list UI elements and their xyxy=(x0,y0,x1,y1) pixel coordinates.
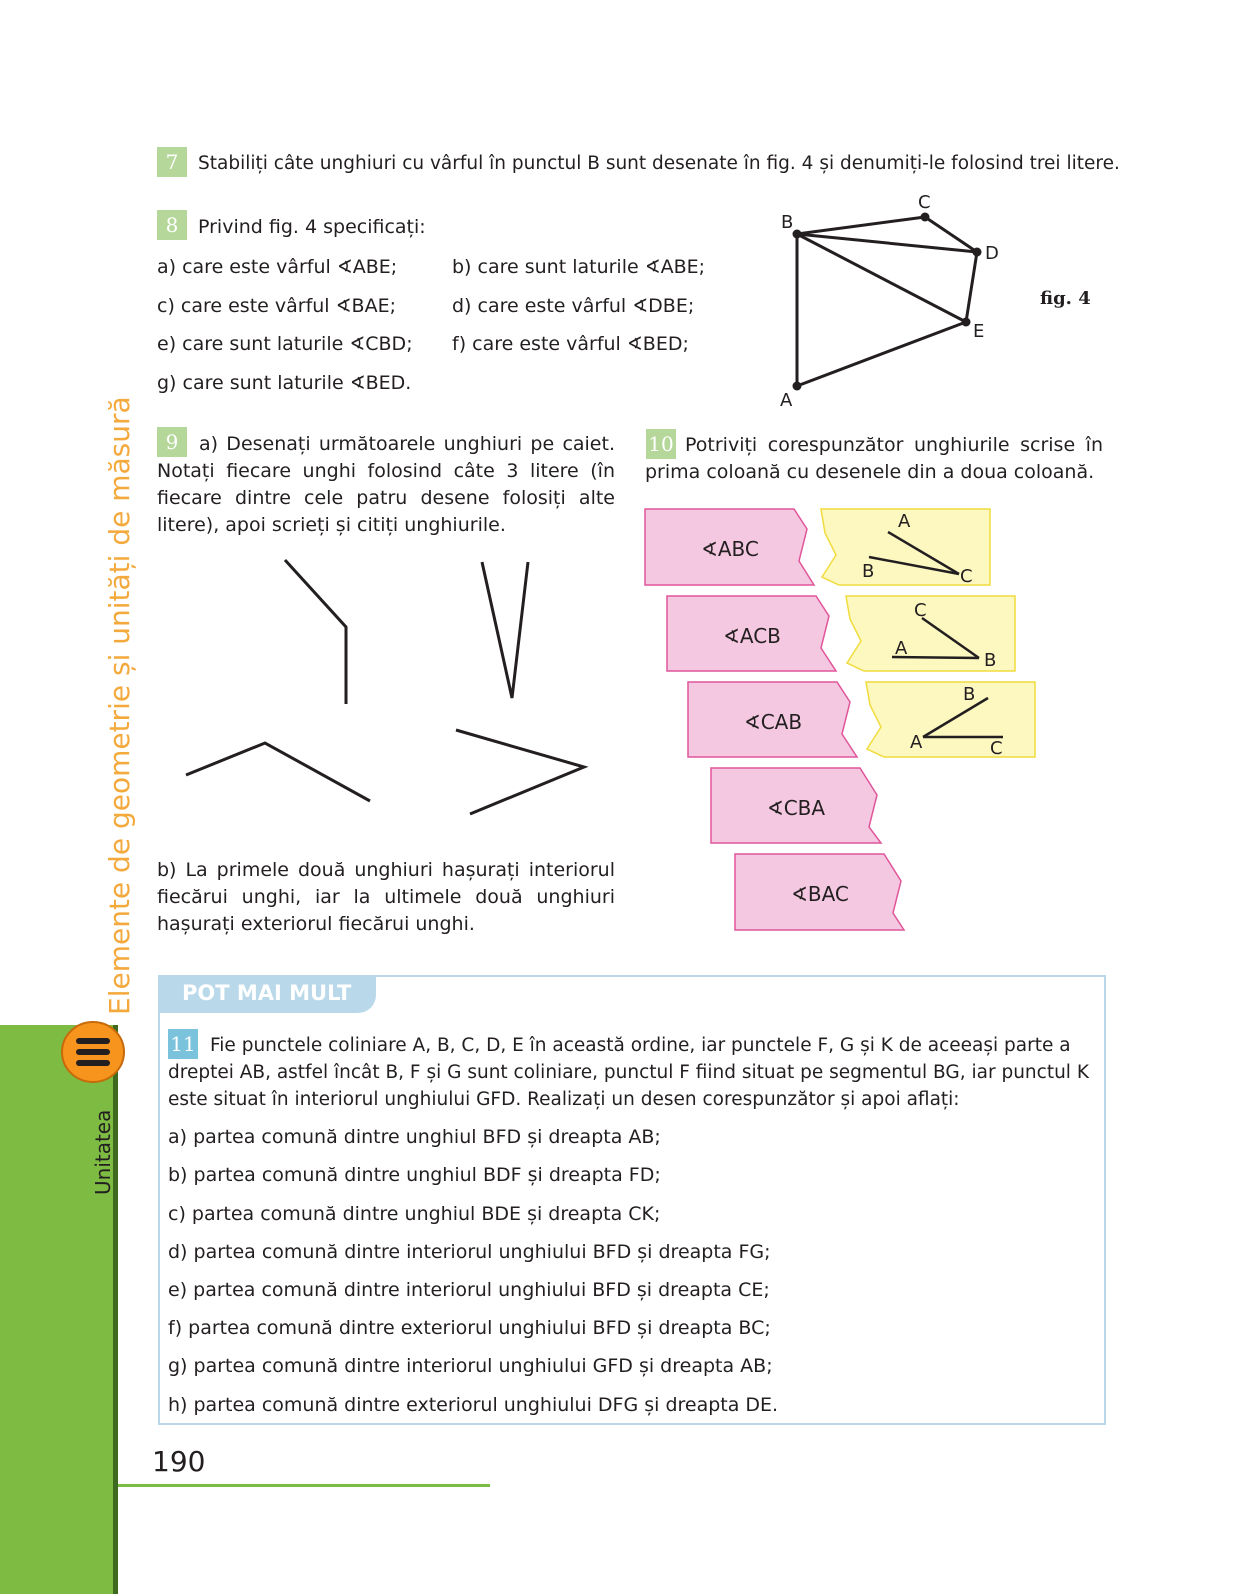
ex10-d2-a: A xyxy=(895,638,908,659)
ex8-item-b: b) care sunt laturile ∢ABE; xyxy=(452,256,706,278)
ex11-item-b: b) partea comună dintre unghiul BDF și dreapta FD; xyxy=(168,1164,661,1186)
ex11-item-e: e) partea comună dintre interiorul unghiului BFD și dreapta CE; xyxy=(168,1279,770,1301)
ex11-item-d: d) partea comună dintre interiorul unghiului BFD și dreapta FG; xyxy=(168,1241,771,1263)
ex10-d2-c: C xyxy=(914,600,927,621)
fig4-point-a: A xyxy=(780,390,793,411)
ex10-d3-a: A xyxy=(910,732,923,753)
ex8-item-c: c) care este vârful ∢BAE; xyxy=(157,295,396,317)
ex11-item-h: h) partea comună dintre exteriorul unghiului DFG și dreapta DE. xyxy=(168,1394,779,1416)
ex8-item-g: g) care sunt laturile ∢BED. xyxy=(157,372,412,394)
ex9-angle-drawings xyxy=(170,550,610,830)
extra-box-title-tab xyxy=(160,977,376,1013)
fig4-point-d: D xyxy=(985,243,999,264)
ex10-tag-abc: ∢ABC xyxy=(701,537,759,561)
ex10-tag-acb: ∢ACB xyxy=(723,624,781,648)
ex8-number: 8 xyxy=(157,210,187,240)
ex10-d1-c: C xyxy=(960,566,973,587)
ex8-item-a: a) care este vârful ∢ABE; xyxy=(157,256,398,278)
fig4-drawing xyxy=(770,190,1020,420)
page-number: 190 xyxy=(152,1445,206,1478)
extra-box-title: POT MAI MULT xyxy=(182,981,352,1005)
ex11-item-g: g) partea comună dintre interiorul unghiului GFD și dreapta AB; xyxy=(168,1355,773,1377)
ex9-part-b: b) La primele două unghiuri hașurați interiorul fiecărui unghi, iar la ultimele două unghiuri hașurați exteriorul fiecărui unghi. xyxy=(157,859,615,935)
ex10-d1-a: A xyxy=(898,511,911,532)
unit-icon xyxy=(60,1020,126,1084)
ex11-intro: Fie punctele coliniare A, B, C, D, E în această ordine, iar punctele F, G și K de aceeași parte a dreptei AB, astfel încât B, F și G sunt coliniare, punctul F fiind situat pe segmentul BG, iar punctul K este situat în interiorul unghiului GFD. Realizați un desen corespunzător și apoi aflați: xyxy=(168,1035,1089,1110)
ex10-tag-bac: ∢BAC xyxy=(791,882,849,906)
ex8-item-f: f) care este vârful ∢BED; xyxy=(452,333,689,355)
ex10-tag-cba: ∢CBA xyxy=(766,796,826,820)
sidebar-title: Elemente de geometrie și unități de măsură xyxy=(103,396,136,1015)
ex8-item-d: d) care este vârful ∢DBE; xyxy=(452,295,695,317)
ex10-text: Potriviți corespunzător unghiurile scrise în prima coloană cu desenele din a doua coloană. xyxy=(645,434,1103,483)
ex10-d3-b: B xyxy=(963,684,976,705)
ex9-number: 9 xyxy=(157,427,187,457)
ex10-tag-cab: ∢CAB xyxy=(743,710,803,734)
ex8-item-e: e) care sunt laturile ∢CBD; xyxy=(157,333,413,355)
page-footer-line xyxy=(118,1484,490,1487)
unit-label: Unitatea xyxy=(91,1109,115,1195)
fig4-point-c: C xyxy=(918,192,931,213)
ex9-part-a: a) Desenați următoarele unghiuri pe caiet. Notați fiecare unghi folosind câte 3 litere (în fiecare dintre cele patru desene folosiți alte litere), apoi scrieți și citiți unghiurile. xyxy=(157,433,615,536)
fig4-point-b: B xyxy=(781,212,794,233)
ex7-number: 7 xyxy=(157,147,187,177)
ex10-d2-b: B xyxy=(984,650,997,671)
ex10-number: 10 xyxy=(646,429,676,459)
ex11-item-c: c) partea comună dintre unghiul BDE și dreapta CK; xyxy=(168,1203,661,1225)
ex11-number: 11 xyxy=(168,1029,198,1059)
fig4-label: fig. 4 xyxy=(1040,288,1091,309)
ex10-d1-b: B xyxy=(862,561,875,582)
ex8-intro: Privind fig. 4 specificați: xyxy=(198,216,426,238)
ex7-text: Stabiliți câte unghiuri cu vârful în punctul B sunt desenate în fig. 4 și denumiți-le folosind trei litere. xyxy=(198,153,1120,174)
ex11-item-f: f) partea comună dintre exteriorul unghiului BFD și dreapta BC; xyxy=(168,1317,771,1339)
ex10-yellow-cards xyxy=(815,505,1040,765)
fig4-point-e: E xyxy=(973,321,985,342)
ex11-item-a: a) partea comună dintre unghiul BFD și dreapta AB; xyxy=(168,1126,661,1148)
ex10-d3-c: C xyxy=(990,738,1003,759)
